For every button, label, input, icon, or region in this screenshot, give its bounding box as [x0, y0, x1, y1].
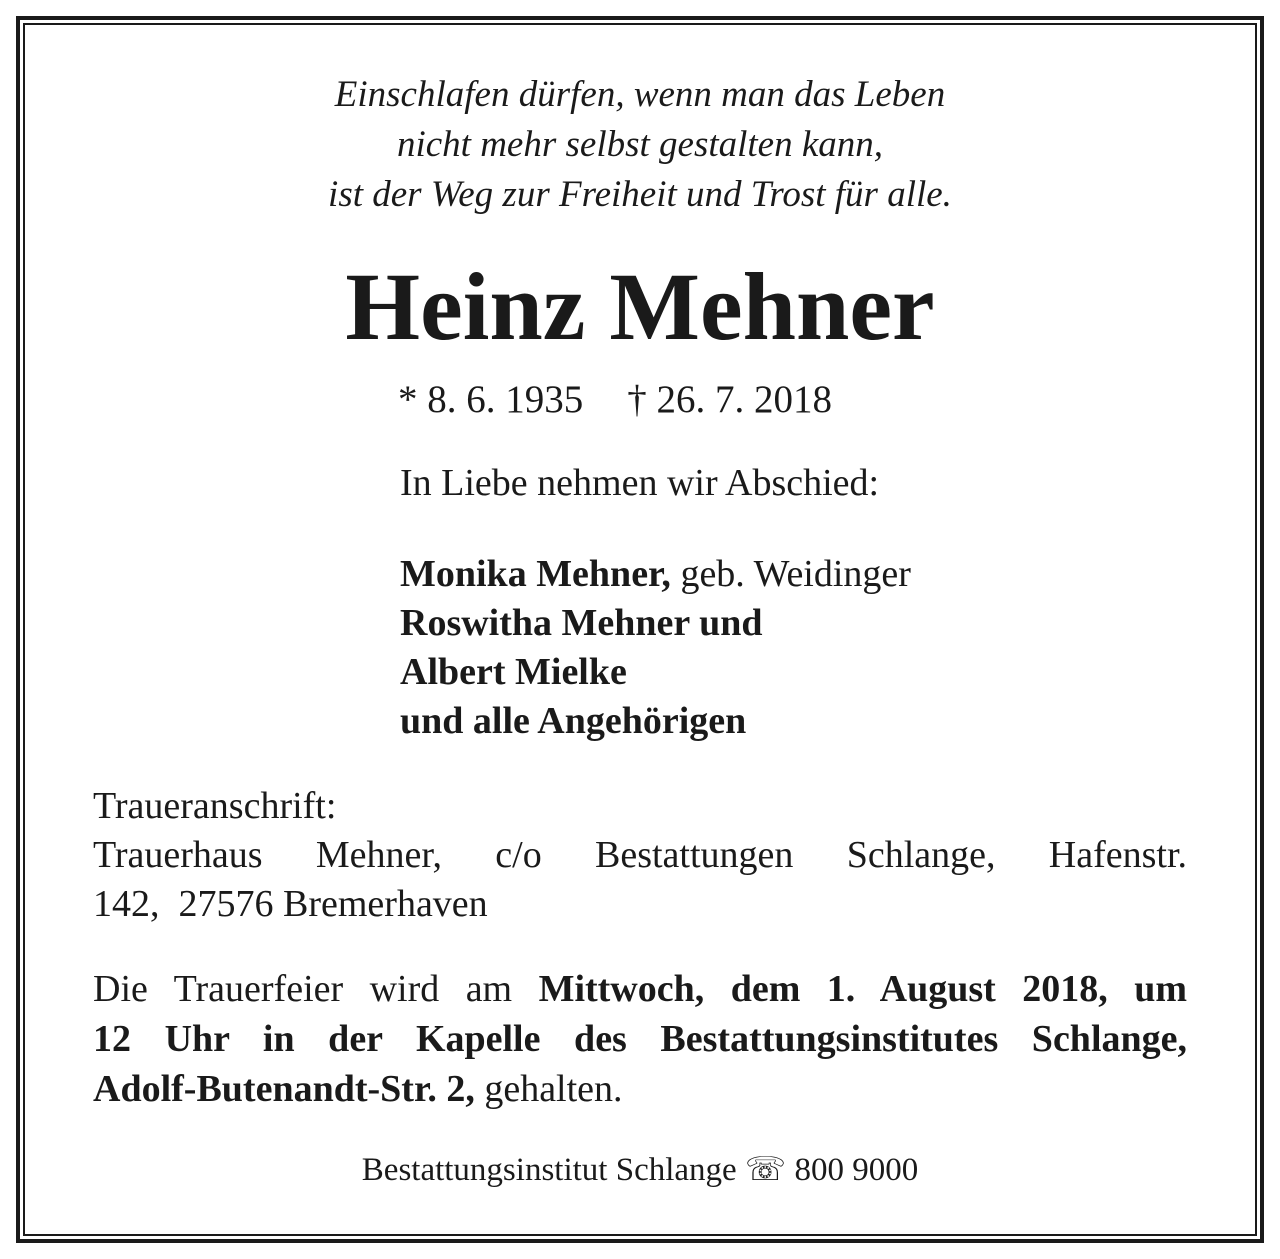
farewell-text: In Liebe nehmen wir Abschied: — [400, 462, 880, 504]
death-date: † 26. 7. 2018 — [627, 378, 832, 421]
mourner-name: und alle Angehörigen — [400, 700, 747, 742]
ceremony-street: Adolf-Butenandt-Str. 2, — [93, 1068, 475, 1110]
ceremony-line — [93, 964, 1187, 1014]
motto-line: Einschlafen dürfen, wenn man das Leben — [334, 74, 946, 115]
mourner-name: Albert Mielke — [400, 651, 627, 693]
motto-line: ist der Weg zur Freiheit und Trost für alle. — [328, 174, 952, 215]
mourning-address — [93, 782, 1187, 929]
birth-date: * 8. 6. 1935 — [398, 378, 584, 421]
mourner-name: Monika Mehner, — [400, 553, 671, 595]
ceremony-location: 12 Uhr in der Kapelle des Bestattungsinstitutes Schlange, — [93, 1018, 1187, 1060]
funeral-home-contact: Bestattungsinstitut Schlange ☏ 800 9000 — [361, 1152, 919, 1188]
mourner-name: Roswitha Mehner und — [400, 602, 763, 644]
ceremony-line — [93, 1064, 1187, 1114]
deceased-name: Heinz Mehner — [345, 253, 935, 360]
mourner-line — [400, 550, 911, 599]
ceremony-text: Die Trauerfeier wird am — [93, 968, 539, 1010]
address-line: Trauerhaus Mehner, c/o Bestattungen Schlange, Hafenstr. — [93, 834, 1187, 876]
ceremony-info — [93, 964, 1187, 1114]
life-dates — [398, 376, 832, 424]
ceremony-date: Mittwoch, dem 1. August 2018, um — [538, 968, 1187, 1010]
ceremony-line — [93, 1014, 1187, 1064]
motto-verse — [0, 70, 1280, 220]
mourner-line — [400, 648, 911, 697]
mourner-line — [400, 599, 911, 648]
address-line: 142, 27576 Bremerhaven — [93, 883, 488, 925]
ceremony-text: gehalten. — [474, 1068, 623, 1110]
mourner-line — [400, 697, 911, 746]
maiden-name: geb. Weidinger — [670, 553, 911, 595]
mourners-list — [400, 550, 911, 746]
address-label: Traueranschrift: — [93, 785, 337, 827]
motto-line: nicht mehr selbst gestalten kann, — [396, 124, 884, 165]
